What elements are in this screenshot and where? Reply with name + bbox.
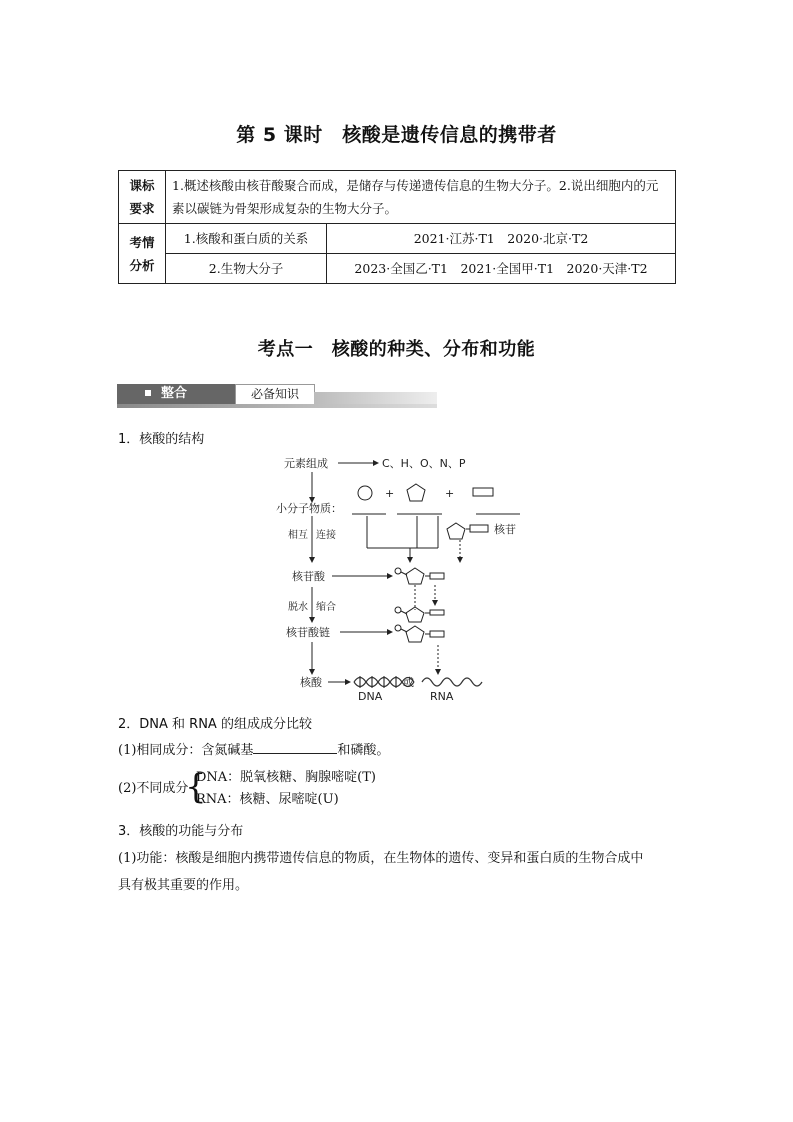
banner-dark: 整合 <box>117 384 235 404</box>
step1-a: 相互 <box>288 530 308 541</box>
pentose-icon <box>407 484 425 501</box>
item1-heading: 1．核酸的结构 <box>118 432 205 447</box>
exam-topic-1: 1.核酸和蛋白质的关系 <box>166 224 327 254</box>
page-title: 第 5 课时 核酸是遗传信息的携带者 <box>236 124 557 146</box>
small-molecules-label: 小分子物质： <box>276 502 342 515</box>
nucleoside-label: 核苷 <box>494 523 516 536</box>
item2-heading: 2．DNA 和 RNA 的组成成分比较 <box>118 717 312 732</box>
item3-heading: 3．核酸的功能与分布 <box>118 824 244 839</box>
chain-label: 核苷酸链 <box>286 626 330 639</box>
plus-1: + <box>385 487 395 500</box>
dna-components: DNA：脱氧核糖、胸腺嘧啶(T) <box>196 770 377 785</box>
element-label: 元素组成 <box>284 457 328 470</box>
exam-sources-2: 2023·全国乙·T1 2021·全国甲·T1 2020·天津·T2 <box>327 254 676 284</box>
nucleic-acid-label: 核酸 <box>300 676 322 689</box>
nucleic-acid-structure-diagram <box>270 450 530 705</box>
square-icon <box>145 390 151 396</box>
step2-b: 缩合 <box>316 602 336 613</box>
exam-topic-2: 2.生物大分子 <box>166 254 327 284</box>
exam-sources-1: 2021·江苏·T1 2020·北京·T2 <box>327 224 676 254</box>
rna-strand-icon <box>422 678 482 686</box>
same-components: (1)相同成分：含氮碱基 和磷酸。 <box>118 739 389 761</box>
dna-label: DNA <box>358 690 383 703</box>
different-components <box>118 768 438 812</box>
fill-blank[interactable] <box>253 739 337 754</box>
base-icon <box>473 488 493 496</box>
banner-light: 必备知识 <box>235 384 315 405</box>
standard-label: 课标 要求 <box>119 171 166 224</box>
standard-content: 1.概述核酸由核苷酸聚合而成，是储存与传递遗传信息的生物大分子。2.说出细胞内的元素以碳链为骨架形成复杂的生物大分子。 <box>166 171 676 224</box>
function-paragraph: (1)功能：核酸是细胞内携带遗传信息的物质，在生物体的遗传、变异和蛋白质的生物合成中 具有极其重要的作用。 <box>118 851 644 893</box>
diff-label: (2)不同成分 <box>118 781 189 796</box>
section-title: 考点一 核酸的种类、分布和功能 <box>257 339 536 360</box>
brace-icon: { <box>185 767 207 807</box>
or-label: 或 <box>403 676 414 689</box>
step2-a: 脱水 <box>288 602 308 613</box>
phosphate-icon <box>358 486 372 500</box>
nucleotide-label: 核苷酸 <box>292 570 325 583</box>
requirements-table <box>118 170 676 284</box>
step1-b: 连接 <box>316 530 336 541</box>
section-banner <box>117 384 437 408</box>
rna-components: RNA：核糖、尿嘧啶(U) <box>196 792 339 807</box>
exam-analysis-label: 考情 分析 <box>119 224 166 284</box>
plus-2: + <box>445 487 455 500</box>
element-value: C、H、O、N、P <box>382 457 466 470</box>
banner-underline <box>117 404 437 408</box>
rna-label: RNA <box>430 690 454 703</box>
